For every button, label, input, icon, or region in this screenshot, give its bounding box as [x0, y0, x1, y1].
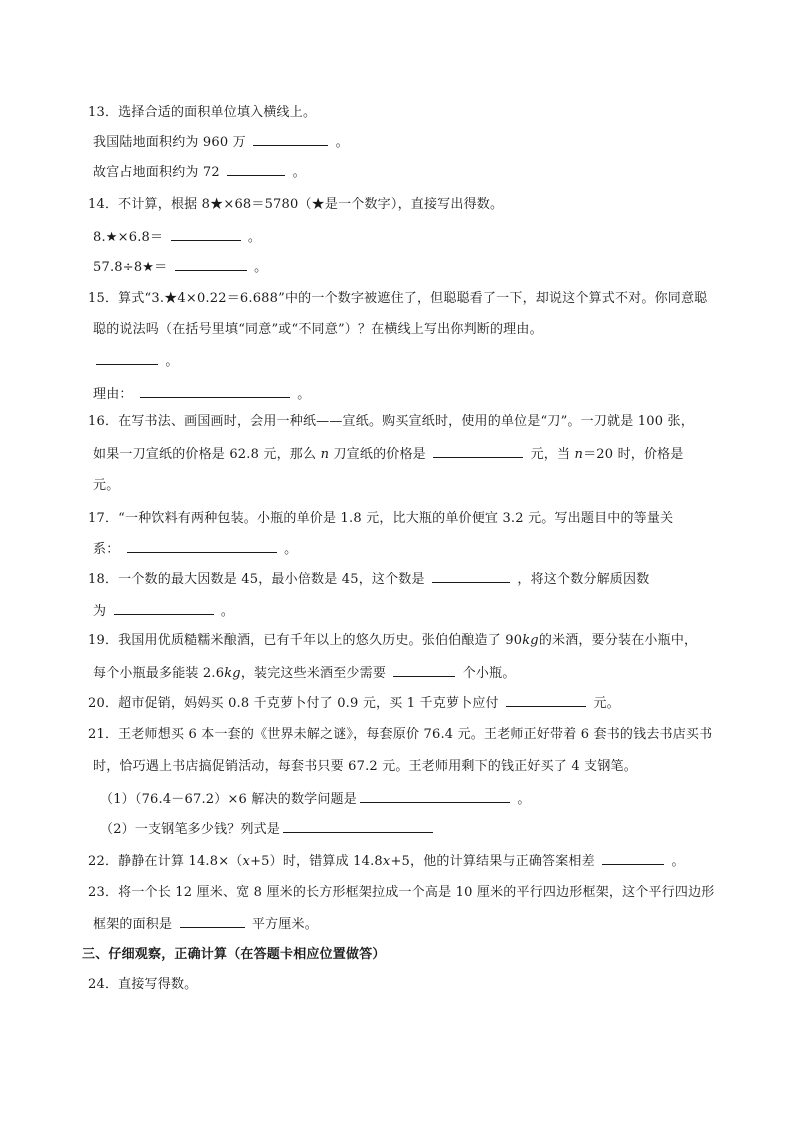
- answer-blank[interactable]: [114, 602, 214, 615]
- q23-line2-end: 平方厘米。: [251, 917, 318, 932]
- answer-blank[interactable]: [253, 133, 328, 146]
- q17-line2-text: 系：: [93, 542, 120, 557]
- q19-unit: kg: [522, 633, 539, 648]
- q17-line2: [93, 540, 297, 559]
- q20-line1-text: 20．超市促销，妈妈买 0.8 千克萝卜付了 0.9 元，买 1 千克萝卜应付: [88, 696, 499, 711]
- q20-line1-end: 元。: [593, 696, 620, 711]
- q13-line1: [93, 133, 349, 152]
- q13-line2: [93, 163, 306, 182]
- q22-line1: [88, 852, 685, 871]
- q17-line1: 17．“一种饮料有两种包装。小瓶的单价是 1.8 元，比大瓶的单价便宜 3.2 元。写出题目中的等量关: [88, 511, 674, 526]
- q16-var-n-2: n: [574, 447, 584, 462]
- q16-line2-text: 如果一刀宣纸的价格是 62.8 元，那么: [93, 447, 317, 462]
- q18-line1-end: ，将这个数分解质因数: [517, 572, 650, 587]
- q13-line1-end: 。: [335, 135, 349, 150]
- section-heading: 三、仔细观察，正确计算（在答题卡相应位置做答）: [82, 947, 386, 962]
- q19-line1-text: 19．我国用优质糙糯米酿酒，已有千年以上的悠久历史。张伯伯酿造了 90: [88, 633, 523, 648]
- q23-line2-text: 框架的面积是: [93, 917, 173, 932]
- q23-line2: [93, 915, 318, 934]
- q22-line1-text: 22．静静在计算 14.8×（: [88, 854, 243, 869]
- q14-line1: [93, 228, 261, 247]
- q16-line3: 元。: [93, 478, 120, 493]
- q16-line2-end: ＝20 时，价格是: [583, 447, 684, 462]
- q19-unit-2: kg: [224, 666, 241, 681]
- q15-reason: [93, 385, 311, 404]
- q13-line1-text: 我国陆地面积约为 960 万: [93, 135, 246, 150]
- q19-line2-end: 个小瓶。: [462, 666, 516, 681]
- q21-line2: 时，恰巧遇上书店搞促销活动，每套书只要 67.2 元。王老师用剩下的钱正好买了 4 支钢笔。: [93, 759, 637, 774]
- q13-line2-end: 。: [292, 165, 306, 180]
- answer-blank[interactable]: [180, 915, 245, 928]
- q14-line2-text: 57.8÷8★＝: [93, 260, 168, 275]
- q19-line2: [93, 664, 516, 683]
- q21-sub2: [100, 820, 436, 839]
- q16-line2-mid2: 元，当: [530, 447, 571, 462]
- q19-line1-end: 的米酒，要分装在小瓶中，: [538, 633, 698, 648]
- q21-sub1-end: 。: [517, 792, 531, 807]
- q16-line2: [93, 445, 684, 464]
- q15-line2: 聪的说法吗（在括号里填“同意”或“不同意”）？在横线上写出你判断的理由。: [93, 322, 543, 337]
- answer-blank[interactable]: [433, 445, 523, 458]
- q18-line2-text: 为: [93, 604, 107, 619]
- q22-line1-end: 。: [671, 854, 685, 869]
- answer-blank[interactable]: [127, 540, 277, 553]
- q16-line1: 16．在写书法、画国画时，会用一种纸——宣纸。购买宣纸时，使用的单位是“刀”。一刀就是 100 张，: [88, 414, 694, 429]
- q14-title: 14．不计算，根据 8★×68＝5780（★是一个数字），直接写出得数。: [88, 197, 504, 212]
- q22-line1-mid: +5）时，错算成 14.8: [250, 854, 383, 869]
- q19-line1: [88, 632, 697, 650]
- answer-blank[interactable]: [283, 820, 433, 833]
- q19-line2-mid: ，装完这些米酒至少需要: [240, 666, 387, 681]
- q15-line3-end: 。: [165, 354, 179, 369]
- q20-line1: [88, 694, 620, 713]
- q15-reason-label: 理由：: [93, 387, 133, 402]
- answer-blank[interactable]: [171, 228, 241, 241]
- q14-line1-end: 。: [247, 230, 262, 245]
- q19-line2-text: 每个小瓶最多能装 2.6: [93, 666, 225, 681]
- answer-blank[interactable]: [432, 570, 510, 583]
- q16-var-n: n: [320, 447, 330, 462]
- q23-line1: 23．将一个长 12 厘米、宽 8 厘米的长方形框架拉成一个高是 10 厘米的平行四边形框架，这个平行四边形: [88, 885, 715, 900]
- q17-line2-end: 。: [284, 542, 298, 557]
- answer-blank[interactable]: [96, 352, 158, 365]
- q15-line3: [93, 352, 179, 371]
- q22-line1-mid2: +5，他的计算结果与正确答案相差: [390, 854, 595, 869]
- answer-blank[interactable]: [506, 694, 586, 707]
- q22-var-x-2: x: [382, 854, 391, 869]
- answer-blank[interactable]: [227, 163, 285, 176]
- q22-var-x: x: [242, 854, 251, 869]
- answer-blank[interactable]: [140, 385, 290, 398]
- q14-line2-end: 。: [254, 260, 268, 275]
- answer-blank[interactable]: [360, 790, 510, 803]
- q24-title: 24．直接写得数。: [88, 977, 198, 992]
- q15-reason-end: 。: [297, 387, 311, 402]
- q21-sub1: [100, 790, 531, 809]
- answer-blank[interactable]: [393, 664, 455, 677]
- q18-line2-end: 。: [220, 604, 235, 619]
- q13-title: 13．选择合适的面积单位填入横线上。: [88, 105, 317, 120]
- q21-sub2-text: （2）一支钢笔多少钱？列式是: [100, 822, 281, 837]
- answer-blank[interactable]: [602, 852, 664, 865]
- q14-line1-text: 8.★×6.8＝: [93, 230, 164, 245]
- q13-line2-text: 故宫占地面积约为 72: [93, 165, 220, 180]
- q16-line2-mid: 刀宣纸的价格是: [333, 447, 426, 462]
- q21-sub1-text: （1）（76.4－67.2）×6 解决的数学问题是: [100, 792, 357, 807]
- q21-line1: 21．王老师想买 6 本一套的《世界未解之谜》，每套原价 76.4 元。王老师正好带着 6 套书的钱去书店买书: [88, 727, 713, 742]
- q18-line2: [93, 602, 234, 621]
- q14-line2: [93, 258, 267, 277]
- q18-line1: [88, 570, 649, 589]
- answer-blank[interactable]: [175, 258, 247, 271]
- q15-line1: 15．算式“3.★4×0.22＝6.688”中的一个数字被遮住了，但聪聪看了一下，却说这个算式不对。你同意聪: [88, 291, 708, 306]
- q18-line1-text: 18．一个数的最大因数是 45，最小倍数是 45，这个数是: [88, 572, 425, 587]
